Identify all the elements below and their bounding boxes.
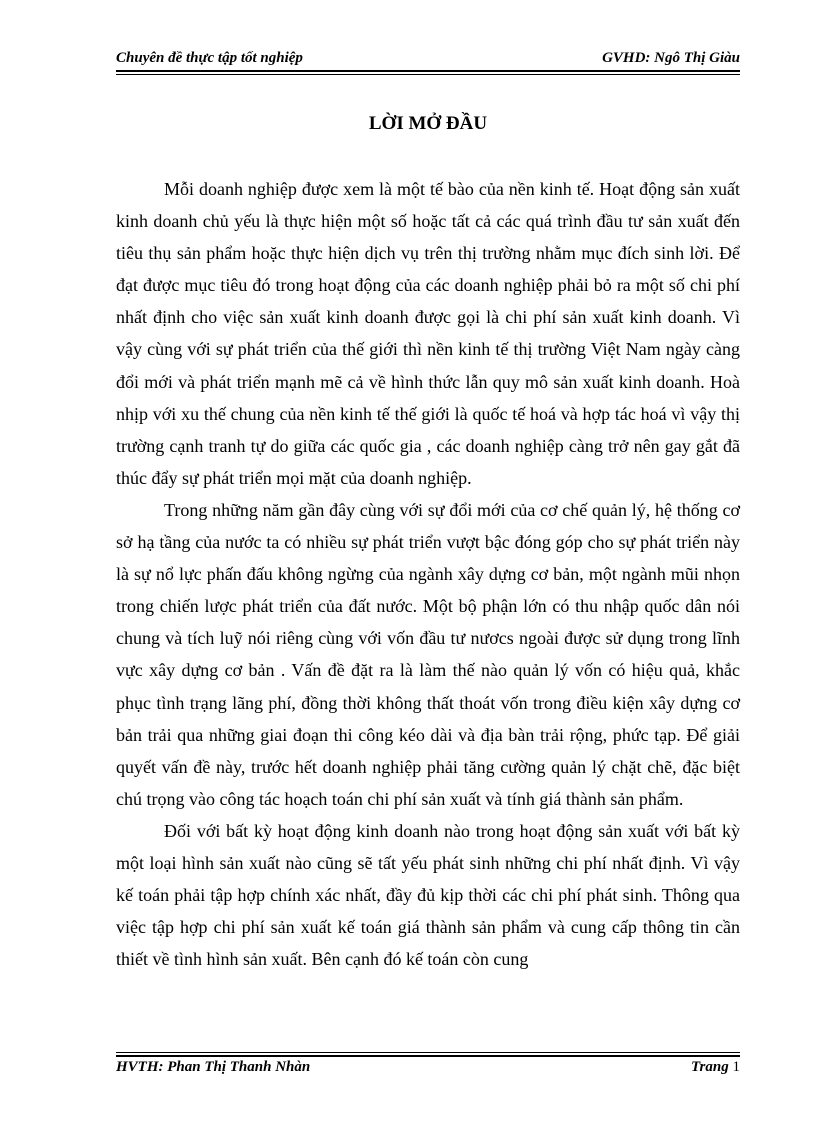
page-number (691, 1059, 740, 1076)
document-body (116, 173, 740, 975)
paragraph-1: Mỗi doanh nghiệp được xem là một tế bào của nền kinh tế. Hoạt động sản xuất kinh doanh chủ yếu là thực hiện một số hoặc tất cả các quá trình đầu tư sản xuất đến tiêu thụ sản phẩm hoặc thực hiện dịch vụ trên thị trường nhằm mục đích sinh lời. Để đạt được mục tiêu đó trong hoạt động của các doanh nghiệp phải bỏ ra một số chi phí nhất định cho việc sản xuất kinh doanh được gọi là chi phí sản xuất kinh doanh. Vì vậy cùng với sự phát triển của thế giới thì nền kinh tế thị trường Việt Nam ngày càng đổi mới và phát triển mạnh mẽ cả về hình thức lẫn quy mô sản xuất kinh doanh. Hoà nhịp với xu thế chung của nền kinh tế thế giới là quốc tế hoá và hợp tác hoá vì vậy thị trường cạnh tranh tự do giữa các quốc gia , các doanh nghiệp càng trở nên gay gắt đã thúc đẩy sự phát triển mọi mặt của doanh nghiệp. (116, 179, 740, 488)
header-course-title: Chuyên đề thực tập tốt nghiệp (116, 50, 303, 66)
paragraph-2: Trong những năm gần đây cùng với sự đổi mới của cơ chế quản lý, hệ thống cơ sở hạ tầng của nước ta có nhiều sự phát triển vượt bậc đóng góp cho sự phát triển này là sự nổ lực phấn đấu không ngừng của ngành xây dựng cơ bản, một ngành mũi nhọn trong chiến lược phát triển của đất nước. Một bộ phận lớn có thu nhập quốc dân nói chung và tích luỹ nói riêng cùng với vốn đầu tư nươcs ngoài được sử dụng trong lĩnh vực xây dựng cơ bản . Vấn đề đặt ra là làm thế nào quản lý vốn có hiệu quả, khắc phục tình trạng lãng phí, đồng thời không thất thoát vốn trong điều kiện xây dựng cơ bản trải qua những giai đoạn thi công kéo dài và địa bàn trải rộng, phức tạp. Để giải quyết vấn đề này, trước hết doanh nghiệp phải tăng cường quản lý chặt chẽ, đặc biệt chú trọng vào công tác hoạch toán chi phí sản xuất và tính giá thành sản phẩm. (116, 499, 740, 809)
page-number-value: 1 (732, 1059, 740, 1075)
header-divider-thin (116, 74, 740, 75)
header-supervisor: GVHD: Ngô Thị Giàu (602, 50, 740, 66)
page-header (116, 46, 740, 70)
paragraph-3: Đối với bất kỳ hoạt động kinh doanh nào trong hoạt động sản xuất với bất kỳ một loại hình sản xuất nào cũng sẽ tất yếu phát sinh những chi phí nhất định. Vì vậy kế toán phải tập hợp chính xác nhất, đầy đủ kịp thời các chi phí phát sinh. Thông qua việc tập hợp chi phí sản xuất kế toán giá thành sản phẩm và cung cấp thông tin cần thiết về tình hình sản xuất. Bên cạnh đó kế toán còn cung (116, 820, 740, 970)
page-footer (116, 1057, 740, 1079)
page-label: Trang (690, 1059, 729, 1075)
footer-divider-thin (116, 1052, 740, 1053)
footer-student: HVTH: Phan Thị Thanh Nhàn (116, 1059, 311, 1075)
header-divider (116, 70, 740, 72)
page-title: LỜI MỞ ĐẦU (368, 113, 488, 134)
